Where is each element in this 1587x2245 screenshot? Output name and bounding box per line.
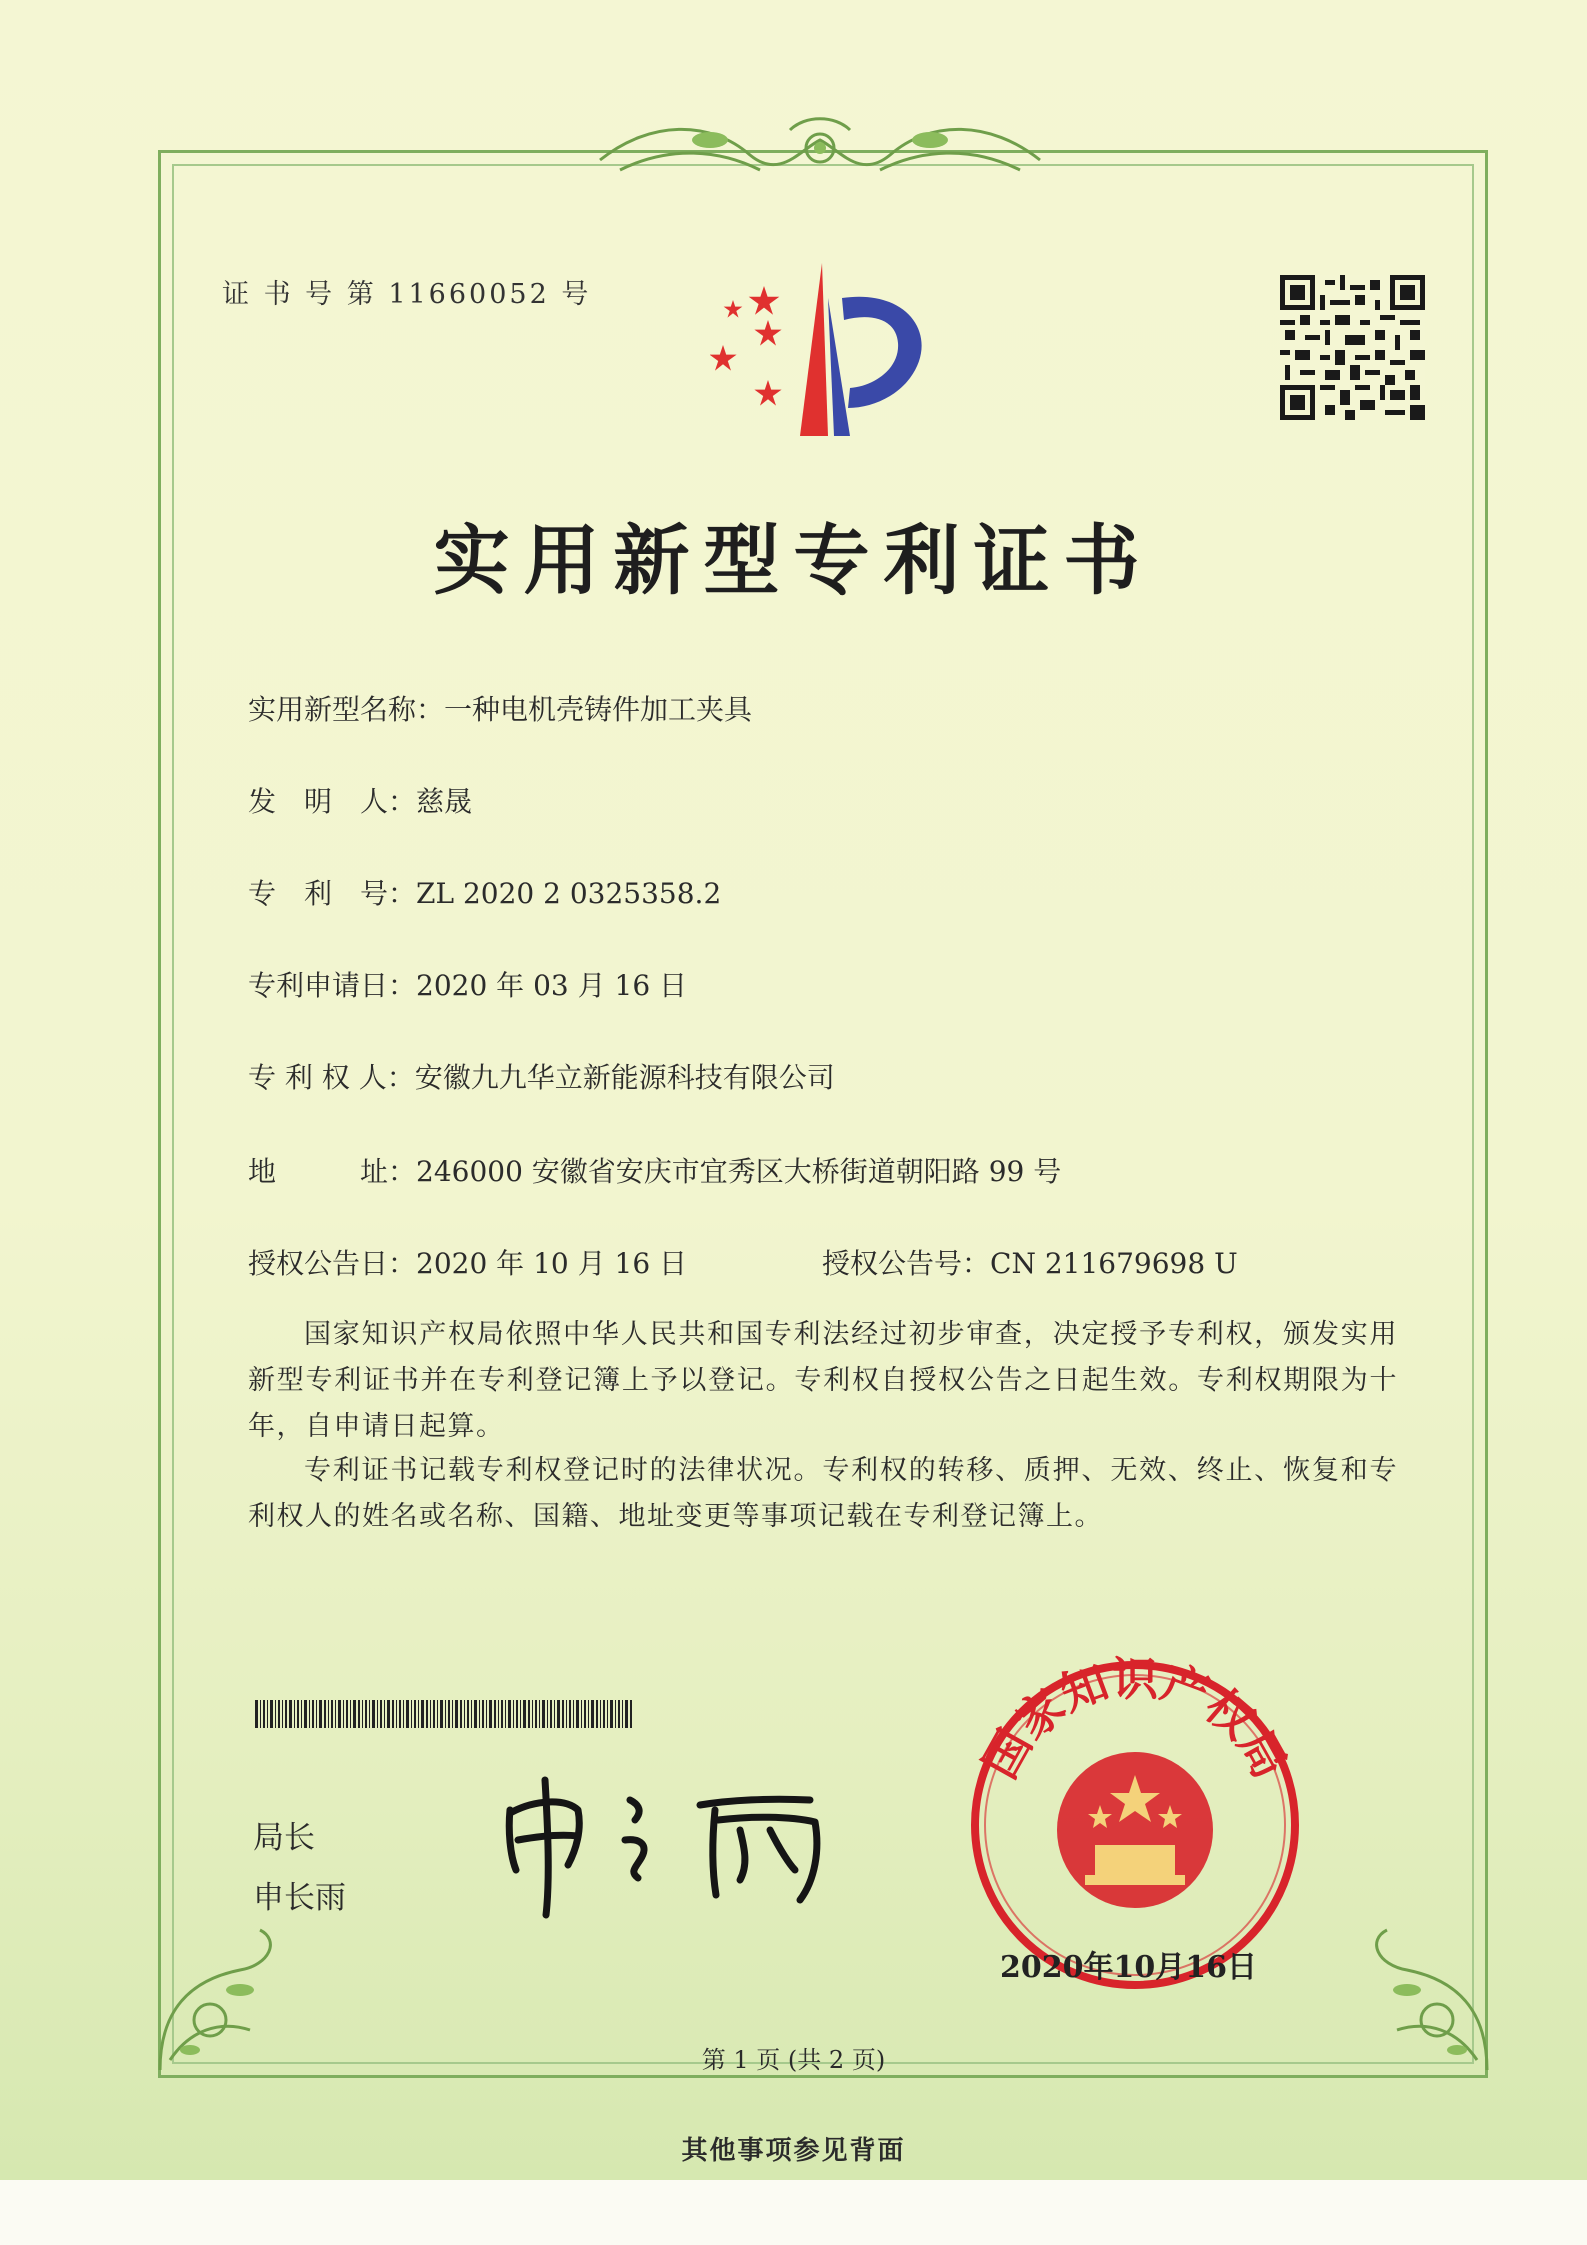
- inventor-value: 慈晟: [416, 785, 473, 818]
- certificate-number: 证 书 号 第 11660052 号: [222, 279, 592, 310]
- certificate-title: 实用新型专利证书: [433, 516, 1154, 605]
- grant-number-label: 授权公告号：: [822, 1247, 991, 1280]
- qr-code[interactable]: [1280, 275, 1425, 420]
- patentee-value: 安徽九九华立新能源科技有限公司: [414, 1061, 835, 1094]
- director-name: 申长雨: [253, 1880, 346, 1916]
- patent-office-logo: [710, 258, 950, 438]
- address-row: [248, 1150, 1061, 1190]
- top-ornament: [590, 110, 1050, 190]
- utility-model-name-row: [248, 688, 752, 728]
- back-note: 其他事项参见背面: [681, 2136, 906, 2166]
- director-title: 局长: [253, 1820, 315, 1856]
- seal-date: 2020年10月16日: [1000, 1950, 1257, 1985]
- address-label: 地 址：: [248, 1155, 417, 1188]
- patentee-label: 专 利 权 人：: [248, 1061, 415, 1094]
- inventor-label: 发 明 人：: [248, 785, 417, 818]
- patent-number-label: 专 利 号：: [248, 877, 417, 910]
- statement-paragraph-1: 国家知识产权局依照中华人民共和国专利法经过初步审查，决定授予专利权，颁发实用新型专利证书并在专利登记簿上予以登记。专利权自授权公告之日起生效。专利权期限为十年，自申请日起算。: [248, 1319, 1398, 1442]
- grant-number-value: CN 211679698 U: [990, 1247, 1238, 1280]
- patent-number-row: [248, 872, 721, 912]
- grant-date-value: 2020 年 10 月 16 日: [416, 1247, 688, 1280]
- grant-date-label: 授权公告日：: [248, 1247, 417, 1280]
- application-date-label: 专利申请日：: [248, 969, 417, 1002]
- utility-model-name-label: 实用新型名称：: [248, 693, 445, 726]
- address-value: 246000 安徽省安庆市宜秀区大桥街道朝阳路 99 号: [416, 1155, 1062, 1188]
- statement-paragraph-2: 专利证书记载专利权登记时的法律状况。专利权的转移、质押、无效、终止、恢复和专利权人的姓名或名称、国籍、地址变更等事项记载在专利登记簿上。: [248, 1455, 1398, 1532]
- grant-date-row: [248, 1242, 687, 1282]
- application-date-value: 2020 年 03 月 16 日: [416, 969, 688, 1002]
- barcode: [255, 1700, 635, 1728]
- seal-text: 国家知识产权局: [972, 1655, 1298, 1788]
- inventor-row: [248, 780, 472, 820]
- patent-number-value: ZL 2020 2 0325358.2: [416, 877, 722, 910]
- director-signature: [490, 1770, 850, 1920]
- page-number: 第 1 页 (共 2 页): [701, 2046, 886, 2074]
- grant-number-row: [822, 1242, 1238, 1282]
- application-date-row: [248, 964, 687, 1004]
- utility-model-name-value: 一种电机壳铸件加工夹具: [444, 693, 753, 726]
- patentee-row: [248, 1056, 835, 1096]
